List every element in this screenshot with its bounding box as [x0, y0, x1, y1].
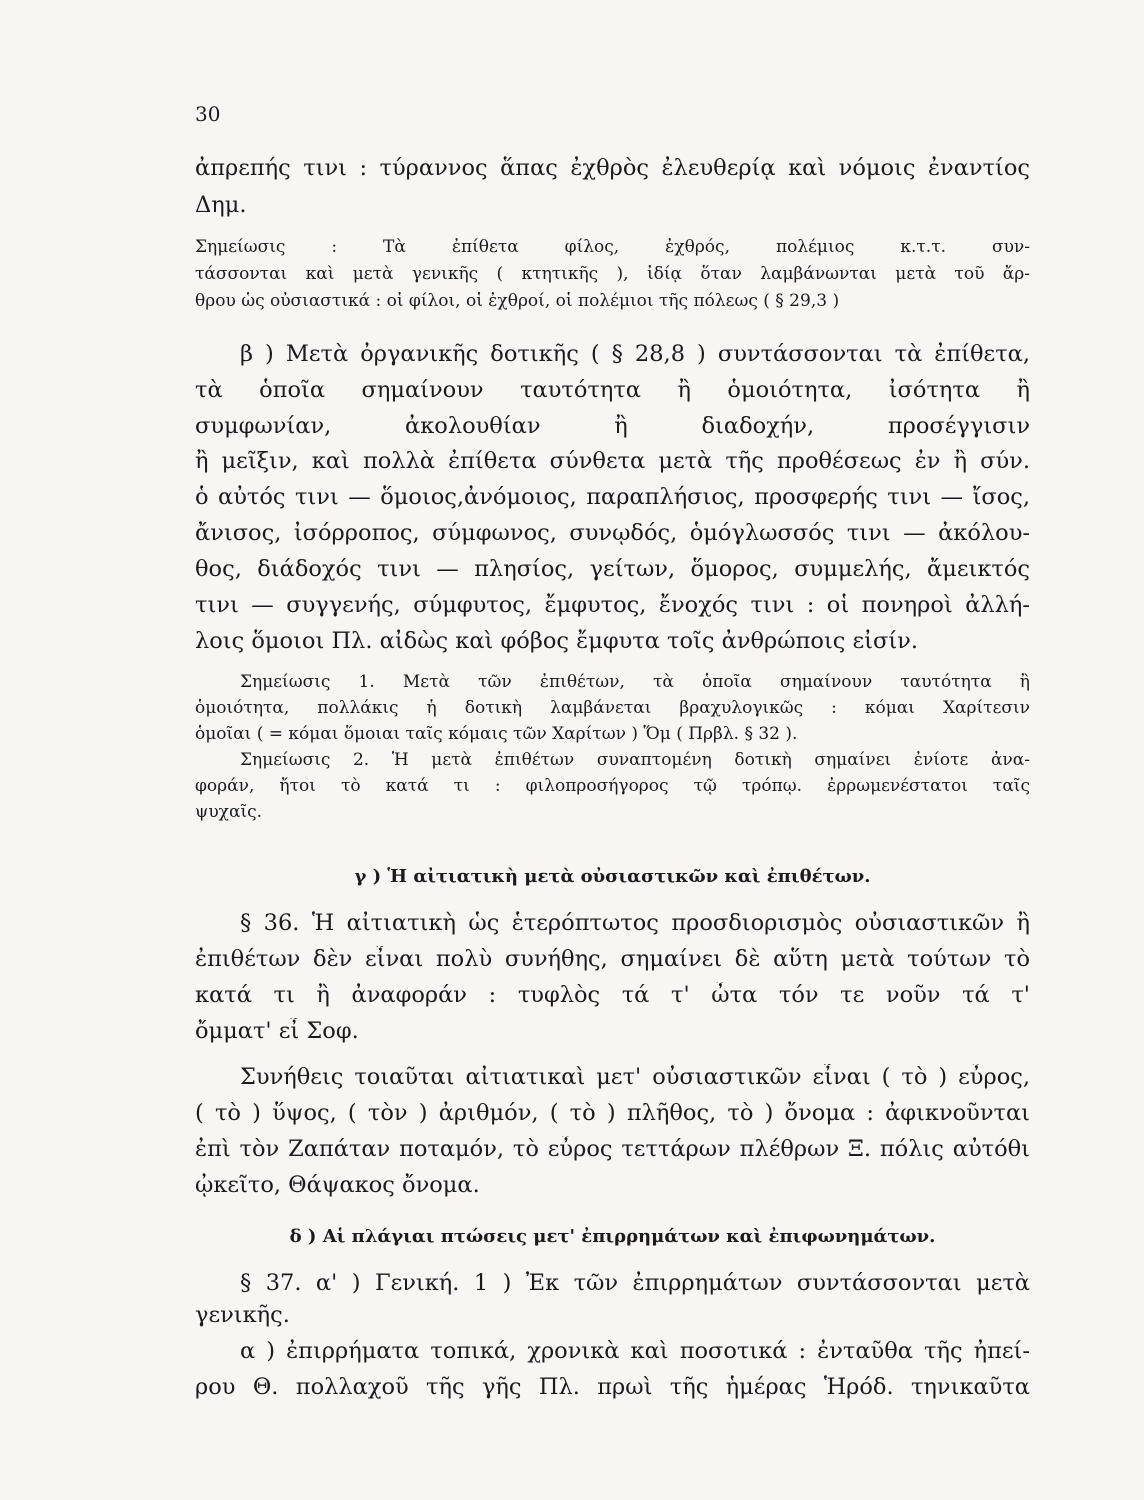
- note-line: Σημείωσις : Τὰ ἐπίθετα φίλος, ἐχθρός, πολέμιος κ.τ.τ. συν-: [195, 237, 1030, 257]
- text-line: ( τὸ ) ὕψος, ( τὸν ) ἀριθμόν, ( τὸ ) πλῆθος, τὸ ) ὄνομα : ἀφικνοῦνται: [195, 1100, 1030, 1126]
- note-line: ὁμοιότητα, πολλάκις ἡ δοτικὴ λαμβάνεται βραχυλογικῶς : κόμαι Χαρίτεσιν: [195, 698, 1030, 718]
- note-line: Σημείωσις 2. Ἡ μετὰ ἐπιθέτων συναπτομένη δοτικὴ σημαίνει ἐνίοτε ἀνα-: [240, 750, 1030, 770]
- text-line: κατά τι ἢ ἀναφοράν : τυφλὸς τά τ' ὦτα τόν τε νοῦν τά τ': [195, 982, 1030, 1008]
- note-line: Σημείωσις 1. Μετὰ τῶν ἐπιθέτων, τὰ ὁποῖα σημαίνουν ταυτότητα ἢ: [240, 672, 1030, 692]
- note-line: φοράν, ἤτοι τὸ κατά τι : φιλοπροσήγορος τῷ τρόπῳ. ἐρρωμενέστατοι ταῖς: [195, 776, 1030, 796]
- text-line: συμφωνίαν, ἀκολουθίαν ἢ διαδοχήν, προσέγγισιν: [195, 413, 1030, 439]
- page-number: 30: [195, 102, 221, 126]
- paragraph-36-line: § 36. Ἡ αἰτιατικὴ ὡς ἑτερόπτωτος προσδιορισμὸς οὐσιαστικῶν ἢ: [240, 910, 1030, 936]
- text-line: τὰ ὁποῖα σημαίνουν ταυτότητα ἢ ὁμοιότητα, ἰσότητα ἢ: [195, 377, 1030, 403]
- text-line: ἢ μεῖξιν, καὶ πολλὰ ἐπίθετα σύνθετα μετὰ τῆς προθέσεως ἐν ἢ σύν.: [195, 448, 1030, 474]
- text-line: ᾠκεῖτο, Θάψακος ὄνομα.: [195, 1172, 480, 1198]
- text-line: ἄνισος, ἰσόρροπος, σύμφωνος, συνῳδός, ὁμόγλωσσός τινι — ἀκόλου-: [195, 520, 1030, 546]
- note-line: ψυχαῖς.: [195, 802, 263, 822]
- text-line: τινι — συγγενής, σύμφυτος, ἔμφυτος, ἔνοχός τινι : οἱ πονηροὶ ἀλλή-: [195, 592, 1030, 618]
- section-heading: γ ) Ἡ αἰτιατικὴ μετὰ οὐσιαστικῶν καὶ ἐπιθέτων.: [354, 866, 871, 887]
- note-line: τάσσονται καὶ μετὰ γενικῆς ( κτητικῆς ), ἰδίᾳ ὅταν λαμβάνωνται μετὰ τοῦ ἄρ-: [195, 264, 1030, 284]
- text-line: ὁ αὐτός τινι — ὅμοιος,ἀνόμοιος, παραπλήσιος, προσφερής τινι — ἴσος,: [195, 484, 1030, 510]
- text-line: ὄμματ' εἶ Σοφ.: [195, 1018, 359, 1044]
- note-line: θρου ὡς οὐσιαστικά : οἱ φίλοι, οἱ ἐχθροί, οἱ πολέμιοι τῆς πόλεως ( § 29,3 ): [195, 291, 840, 311]
- text-line: ρου Θ. πολλαχοῦ τῆς γῆς Πλ. πρωὶ τῆς ἡμέρας Ἡρόδ. τηνικαῦτα: [195, 1374, 1030, 1400]
- text-line: Συνήθεις τοιαῦται αἰτιατικαὶ μετ' οὐσιαστικῶν εἶναι ( τὸ ) εὖρος,: [240, 1064, 1030, 1090]
- paragraph-37-line: § 37. α' ) Γενική. 1 ) Ἐκ τῶν ἐπιρρημάτων συντάσσονται μετὰ: [240, 1270, 1030, 1296]
- text-line: λοις ὅμοιοι Πλ. αἰδὼς καὶ φόβος ἔμφυτα τοῖς ἀνθρώποις εἰσίν.: [195, 628, 919, 654]
- text-line: θος, διάδοχός τινι — πλησίος, γείτων, ὅμορος, συμμελής, ἄμεικτός: [195, 556, 1030, 582]
- text-line: ἐπὶ τὸν Ζαπάταν ποταμόν, τὸ εὖρος τεττάρων πλέθρων Ξ. πόλις αὐτόθι: [195, 1136, 1030, 1162]
- text-line: α ) ἐπιρρήματα τοπικά, χρονικὰ καὶ ποσοτικά : ἐνταῦθα τῆς ἠπεί-: [240, 1338, 1030, 1364]
- section-heading: δ ) Αἱ πλάγιαι πτώσεις μετ' ἐπιρρημάτων καὶ ἐπιφωνημάτων.: [289, 1226, 936, 1247]
- text-line: β ) Μετὰ ὀργανικῆς δοτικῆς ( § 28,8 ) συντάσσονται τὰ ἐπίθετα,: [240, 341, 1030, 367]
- text-line: γενικῆς.: [195, 1302, 290, 1328]
- text-line: ἐπιθέτων δὲν εἶναι πολὺ συνήθης, σημαίνει δὲ αὕτη μετὰ τούτων τὸ: [195, 946, 1030, 972]
- text-line: ἀπρεπής τινι : τύραννος ἅπας ἐχθρὸς ἐλευθερίᾳ καὶ νόμοις ἐναντίος: [195, 155, 1030, 181]
- text-line: Δημ.: [195, 192, 247, 218]
- note-line: ὁμοῖαι ( = κόμαι ὅμοιαι ταῖς κόμαις τῶν Χαρίτων ) Ὅμ ( Πρβλ. § 32 ).: [195, 724, 798, 744]
